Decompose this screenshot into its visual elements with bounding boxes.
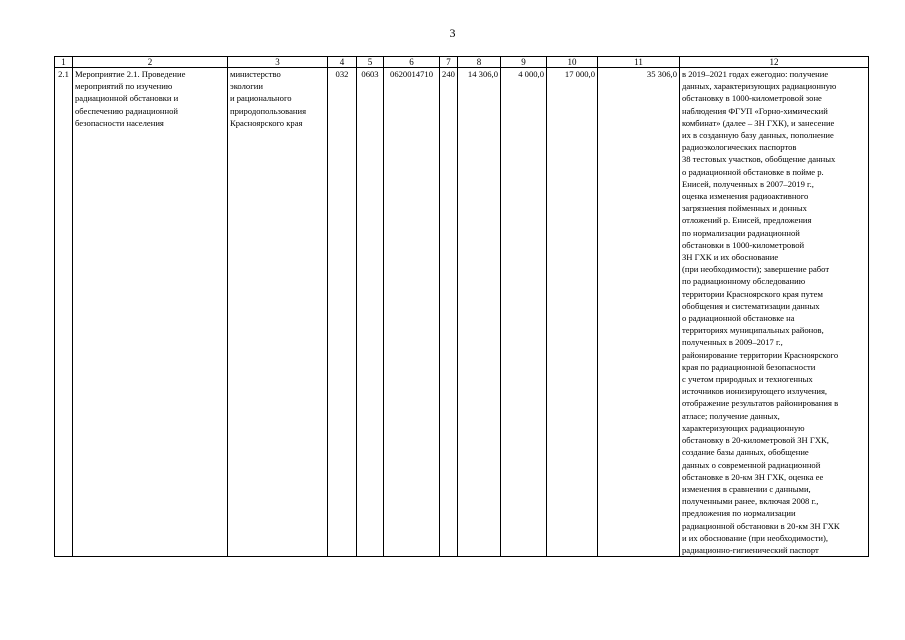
table-row: [55, 68, 869, 557]
col-number-9: 9: [501, 57, 547, 68]
result-line: наблюдения ФГУП «Горно-химический: [682, 105, 828, 116]
col-number-10: 10: [547, 57, 598, 68]
executor-line: и рационального: [230, 93, 292, 104]
result-line: по нормализации радиационной: [682, 227, 800, 238]
executor: [228, 68, 328, 557]
result-line: обстановки в 1000-километровой: [682, 239, 805, 250]
col-number-4: 4: [328, 57, 357, 68]
expense-type-code: 240: [440, 68, 458, 557]
result-line: обобщения и систематизации данных: [682, 300, 820, 311]
result-line: изменения в сравнении с данными,: [682, 483, 811, 494]
result-line: с учетом природных и техногенных: [682, 374, 813, 385]
result-line: территориях муниципальных районов,: [682, 325, 824, 336]
result-line: источников ионизирующего излучения,: [682, 386, 828, 397]
executor-line: природопользования: [230, 105, 307, 116]
result-line: обстановку в 1000-километровой зоне: [682, 93, 822, 104]
section-code: 0603: [357, 68, 384, 557]
result-line: их в созданную базу данных, пополнение: [682, 130, 834, 141]
gov-code: 032: [328, 68, 357, 557]
event-line: мероприятий по изучению: [75, 81, 173, 92]
result-line: по радиационному обследованию: [682, 276, 806, 287]
result-line: загрязнения пойменных и донных: [682, 203, 807, 214]
result-line: в 2019–2021 годах ежегодно: получение: [682, 69, 829, 79]
result-line: Енисей, полученных в 2007–2019 г.,: [682, 178, 814, 189]
result-line: отображение результатов районирования в: [682, 398, 839, 409]
col-number-7: 7: [440, 57, 458, 68]
result-line: ЗН ГХК и их обоснование: [682, 252, 779, 263]
result-line: предложения по нормализации: [682, 508, 796, 519]
executor-line: министерство: [230, 69, 281, 79]
amount-total: 35 306,0: [598, 68, 680, 557]
result-line: радиационной обстановки в 20-км ЗН ГХК: [682, 520, 840, 531]
result-line: создание базы данных, обобщение: [682, 447, 809, 458]
event-line: обеспечению радиационной: [75, 105, 178, 116]
result-line: полученных в 2009–2017 г.,: [682, 337, 783, 348]
result-line: полученными ранее, включая 2008 г.,: [682, 496, 819, 507]
event-line: безопасности населения: [75, 117, 164, 128]
result-line: 38 тестовых участков, обобщение данных: [682, 154, 836, 165]
result-line: оценка изменения радиоактивного: [682, 191, 809, 202]
page-number: 3: [449, 26, 456, 40]
result-line: обстановке в 20-км ЗН ГХК, оценка ее: [682, 471, 824, 482]
executor-line: Красноярского края: [230, 117, 303, 128]
result-line: данных, характеризующих радиационную: [682, 81, 837, 92]
result-line: территории Красноярского края путем: [682, 288, 823, 299]
col-number-5: 5: [357, 57, 384, 68]
col-number-1: 1: [55, 57, 73, 68]
col-number-11: 11: [598, 57, 680, 68]
col-number-6: 6: [384, 57, 440, 68]
result-line: отложений р. Енисей, предложения: [682, 215, 812, 226]
col-number-2: 2: [73, 57, 228, 68]
result-line: (при необходимости); завершение работ: [682, 264, 830, 275]
result-line: о радиационной обстановке в пойме р.: [682, 166, 824, 177]
expected-result: [680, 68, 869, 557]
column-number-row: [55, 57, 869, 68]
target-article-code: 0620014710: [384, 68, 440, 557]
amount-year-2: 4 000,0: [501, 68, 547, 557]
result-line: данных о современной радиационной: [682, 459, 821, 470]
result-line: радиоэкологических паспортов: [682, 142, 797, 153]
result-line: радиационно-гигиенический паспорт: [682, 544, 819, 555]
amount-year-1: 14 306,0: [458, 68, 501, 557]
event-name: [73, 68, 228, 557]
event-line: радиационной обстановки и: [75, 93, 179, 104]
executor-line: экологии: [230, 81, 263, 92]
col-number-12: 12: [680, 57, 869, 68]
result-line: комбинат» (далее – ЗН ГХК), и занесение: [682, 117, 835, 128]
result-line: характеризующих радиационную: [682, 422, 805, 433]
col-number-3: 3: [228, 57, 328, 68]
result-line: и их обоснование (при необходимости),: [682, 532, 828, 543]
program-table: [54, 56, 869, 557]
event-line: Мероприятие 2.1. Проведение: [75, 69, 186, 79]
col-number-8: 8: [458, 57, 501, 68]
row-index: 2.1: [55, 68, 73, 557]
amount-year-3: 17 000,0: [547, 68, 598, 557]
result-line: районирование территории Красноярского: [682, 349, 839, 360]
result-line: края по радиационной безопасности: [682, 361, 816, 372]
result-line: атласе; получение данных,: [682, 410, 780, 421]
result-line: о радиационной обстановке на: [682, 313, 795, 324]
result-line: обстановку в 20-километровой ЗН ГХК,: [682, 435, 829, 446]
